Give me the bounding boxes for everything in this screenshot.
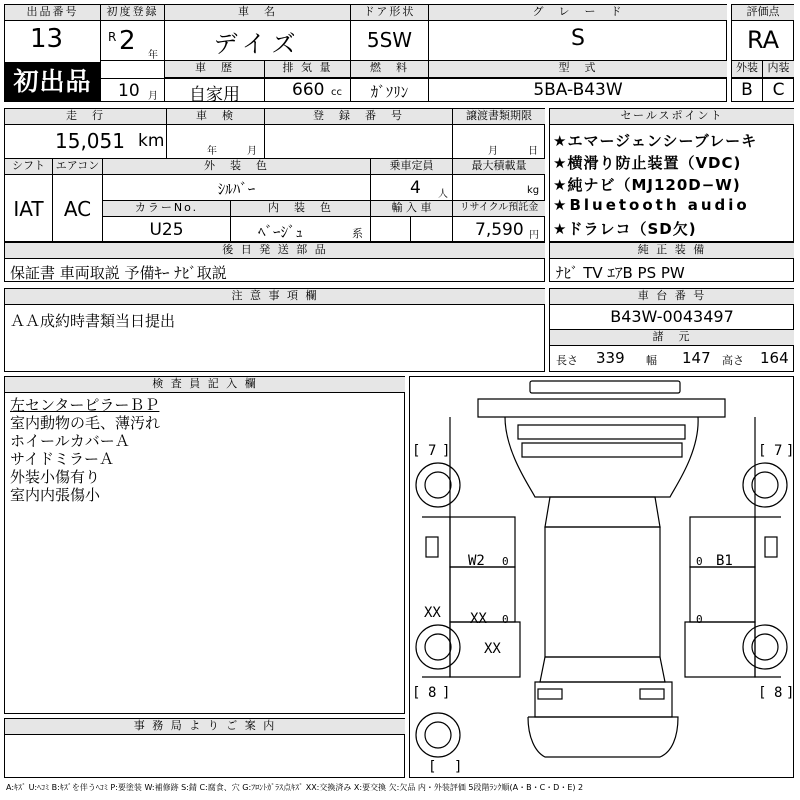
mileage: 15,051 xyxy=(55,129,125,153)
car-name-label: 車 名 xyxy=(165,5,350,21)
grade-label: グ レ ー ド xyxy=(429,5,727,21)
sales-point-item: ★純ナビ（MJ120D−W) xyxy=(553,176,741,194)
equipment: ﾅﾋﾞ TV ｴｱB PS PW xyxy=(556,264,685,282)
roof xyxy=(545,527,660,657)
recycle-fee: 7,590 xyxy=(475,220,524,240)
year-unit: 年 xyxy=(148,50,158,61)
rear-light-left xyxy=(538,689,562,699)
tire-rear-right-score: 8 xyxy=(774,685,783,701)
office-label: 事 務 局 よ り ご 案 内 xyxy=(5,719,405,735)
damage-legend: A:ｷｽﾞ U:ﾍｺﾐ B:ｷｽﾞを伴うﾍｺﾐ P:要塗装 W:補修跡 S:錆 C:腐食、穴 G:ﾌﾛﾝﾄｶﾞﾗｽ点ｷｽﾞ XX:交換済み X:要交換 欠:欠品 内・外装評価 5段階ﾗﾝｸ順(A・B・C・D・E) 2 xyxy=(6,783,584,792)
lot-number: 13 xyxy=(30,24,64,54)
svg-text:]: ] xyxy=(786,443,795,459)
reg-year: 2 xyxy=(119,26,136,56)
caution-notes: ＡＡ成約時書類当日提出 xyxy=(10,312,176,330)
tire-rear-left-icon xyxy=(416,625,460,669)
car-name: デイズ xyxy=(213,30,302,58)
door-type: 5SW xyxy=(366,28,413,52)
front-grille xyxy=(518,425,685,439)
model-code: 5BA-B43W xyxy=(533,80,623,100)
grade: S xyxy=(571,26,585,51)
dims-label: 諸 元 xyxy=(550,330,794,346)
exterior-color: ｼﾙﾊﾞｰ xyxy=(217,180,256,198)
rear-light-right xyxy=(640,689,664,699)
mark-xx-left-fender: XX xyxy=(484,641,501,657)
mark-xx-left-sill: XX xyxy=(424,605,441,621)
inspector-note: サイドミラーＡ xyxy=(10,450,114,468)
transfer-deadline-label: 譲渡書類期限 xyxy=(453,109,545,125)
ac-label: エアコン xyxy=(53,159,102,175)
fuel: ｶﾞｿﾘﾝ xyxy=(370,83,409,101)
first-listing-badge: 初出品 xyxy=(5,62,100,101)
svg-text:0: 0 xyxy=(502,613,509,626)
sales-point-item: ★エマージェンシーブレーキ xyxy=(553,132,758,150)
recycle-unit: 円 xyxy=(529,230,539,241)
tire-front-right-icon xyxy=(743,463,787,507)
svg-text:]: ] xyxy=(454,759,463,775)
caution-label: 注 意 事 項 欄 xyxy=(5,289,545,305)
inspection-month-unit: 月 xyxy=(247,146,257,157)
lot-no-label: 出品番号 xyxy=(5,5,100,21)
interior-label: 内装 xyxy=(763,61,794,78)
exterior-label: 外装 xyxy=(732,61,762,78)
right-mirror-icon xyxy=(765,537,777,557)
max-load-label: 最大積載量 xyxy=(453,159,545,175)
door-label: ドア形状 xyxy=(351,5,428,21)
mark-b1-right-door: B1 xyxy=(716,553,733,569)
width-label: 幅 xyxy=(646,354,657,367)
transfer-month-unit: 月 xyxy=(488,146,498,157)
fuel-label: 燃 料 xyxy=(351,61,428,78)
mileage-unit: km xyxy=(138,131,165,151)
max-load-unit: kg xyxy=(527,185,540,196)
right-rear-fender xyxy=(685,622,755,677)
roof-top-panel xyxy=(530,381,680,393)
exterior-grade: B xyxy=(741,80,753,100)
interior-color-suffix: 系 xyxy=(352,227,363,240)
capacity-unit: 人 xyxy=(438,189,448,200)
displacement-unit: cc xyxy=(331,87,342,98)
tire-front-left-score: 7 xyxy=(428,443,437,459)
svg-text:[: [ xyxy=(412,685,421,701)
tire-front-left-icon xyxy=(416,463,460,507)
mark-zero-left: 0 xyxy=(502,555,509,568)
equipment-label: 純 正 装 備 xyxy=(550,243,794,259)
svg-text:]: ] xyxy=(442,685,451,701)
tire-front-right-score: 7 xyxy=(774,443,783,459)
chassis-number: B43W-0043497 xyxy=(610,307,734,326)
score: RA xyxy=(746,26,780,54)
sales-point-item: ★横滑り防止装置（VDC) xyxy=(553,154,742,172)
height-label: 高さ xyxy=(722,354,744,367)
inspector-note: 左センターピラーＢＰ xyxy=(10,396,160,414)
later-parts-label: 後 日 発 送 部 品 xyxy=(5,243,545,259)
first-reg-label: 初度登録 xyxy=(101,5,164,21)
front-bumper xyxy=(478,399,725,417)
svg-text:]: ] xyxy=(786,685,795,701)
interior-grade: C xyxy=(772,80,785,100)
capacity-label: 乗車定員 xyxy=(371,159,452,175)
shift: IAT xyxy=(13,197,44,221)
height: 164 xyxy=(760,349,789,367)
sales-points-label: セールスポイント xyxy=(550,109,794,125)
length-label: 長さ xyxy=(556,354,578,367)
mark-w2-left-door: W2 xyxy=(468,553,485,569)
later-parts: 保証書 車両取説 予備ｷｰ ﾅﾋﾞ取説 xyxy=(10,264,227,282)
transfer-day-unit: 日 xyxy=(528,146,538,157)
svg-text:[: [ xyxy=(428,759,437,775)
air-conditioner: AC xyxy=(63,197,92,221)
ext-color-label: 外 装 色 xyxy=(103,159,370,175)
left-mirror-icon xyxy=(426,537,438,557)
month-unit: 月 xyxy=(148,91,158,102)
car-history: 自家用 xyxy=(189,85,240,105)
model-label: 型 式 xyxy=(429,61,727,78)
inspector-note: 外装小傷有り xyxy=(10,468,101,486)
inspector-note: ホイールカバーＡ xyxy=(10,432,130,450)
recycle-label: リサイクル預託金 xyxy=(453,201,545,217)
score-label: 評価点 xyxy=(732,5,794,21)
displacement-label: 排 気 量 xyxy=(265,61,350,78)
tire-rear-right-icon xyxy=(743,625,787,669)
sales-point-item: ★Bluetooth audio xyxy=(553,196,750,214)
reg-number-label: 登 録 番 号 xyxy=(265,109,452,125)
inspection-label: 車 検 xyxy=(167,109,264,125)
rear-bumper xyxy=(528,717,678,757)
color-number: U25 xyxy=(149,220,184,240)
color-no-label: カラーNo. xyxy=(103,201,230,217)
inspector-label: 検 査 員 記 入 欄 xyxy=(5,377,405,393)
import-label: 輸 入 車 xyxy=(371,201,452,217)
inspector-note: 室内内張傷小 xyxy=(10,486,101,504)
mark-zero-right: 0 xyxy=(696,555,703,568)
chassis-label: 車 台 番 号 xyxy=(550,289,794,305)
int-color-label: 内 装 色 xyxy=(231,201,370,217)
width: 147 xyxy=(682,349,711,367)
car-damage-diagram xyxy=(410,377,793,777)
length: 339 xyxy=(596,349,625,367)
front-windshield-edge xyxy=(522,443,682,457)
svg-text:[: [ xyxy=(412,443,421,459)
mark-xx-left-rear-door: XX xyxy=(470,611,487,627)
tire-rear-left-score: 8 xyxy=(428,685,437,701)
mileage-label: 走 行 xyxy=(5,109,166,125)
svg-text:[: [ xyxy=(758,685,767,701)
era-label: R xyxy=(108,30,117,44)
reg-month: 10 xyxy=(118,81,140,101)
windshield xyxy=(545,497,660,527)
inspector-note: 室内動物の毛、薄汚れ xyxy=(10,414,161,432)
sales-point-item: ★ドラレコ（SD欠) xyxy=(553,220,697,238)
history-label: 車 歴 xyxy=(165,61,264,78)
svg-text:0: 0 xyxy=(696,613,703,626)
inspection-year-unit: 年 xyxy=(207,146,217,157)
capacity: 4 xyxy=(410,178,421,198)
svg-text:]: ] xyxy=(442,443,451,459)
svg-text:[: [ xyxy=(758,443,767,459)
rear-window xyxy=(540,657,665,682)
displacement: 660 xyxy=(292,80,325,100)
shift-label: シフト xyxy=(5,159,52,175)
interior-color: ﾍﾞｰｼﾞｭ xyxy=(258,223,304,241)
spare-tire-icon xyxy=(416,713,460,757)
